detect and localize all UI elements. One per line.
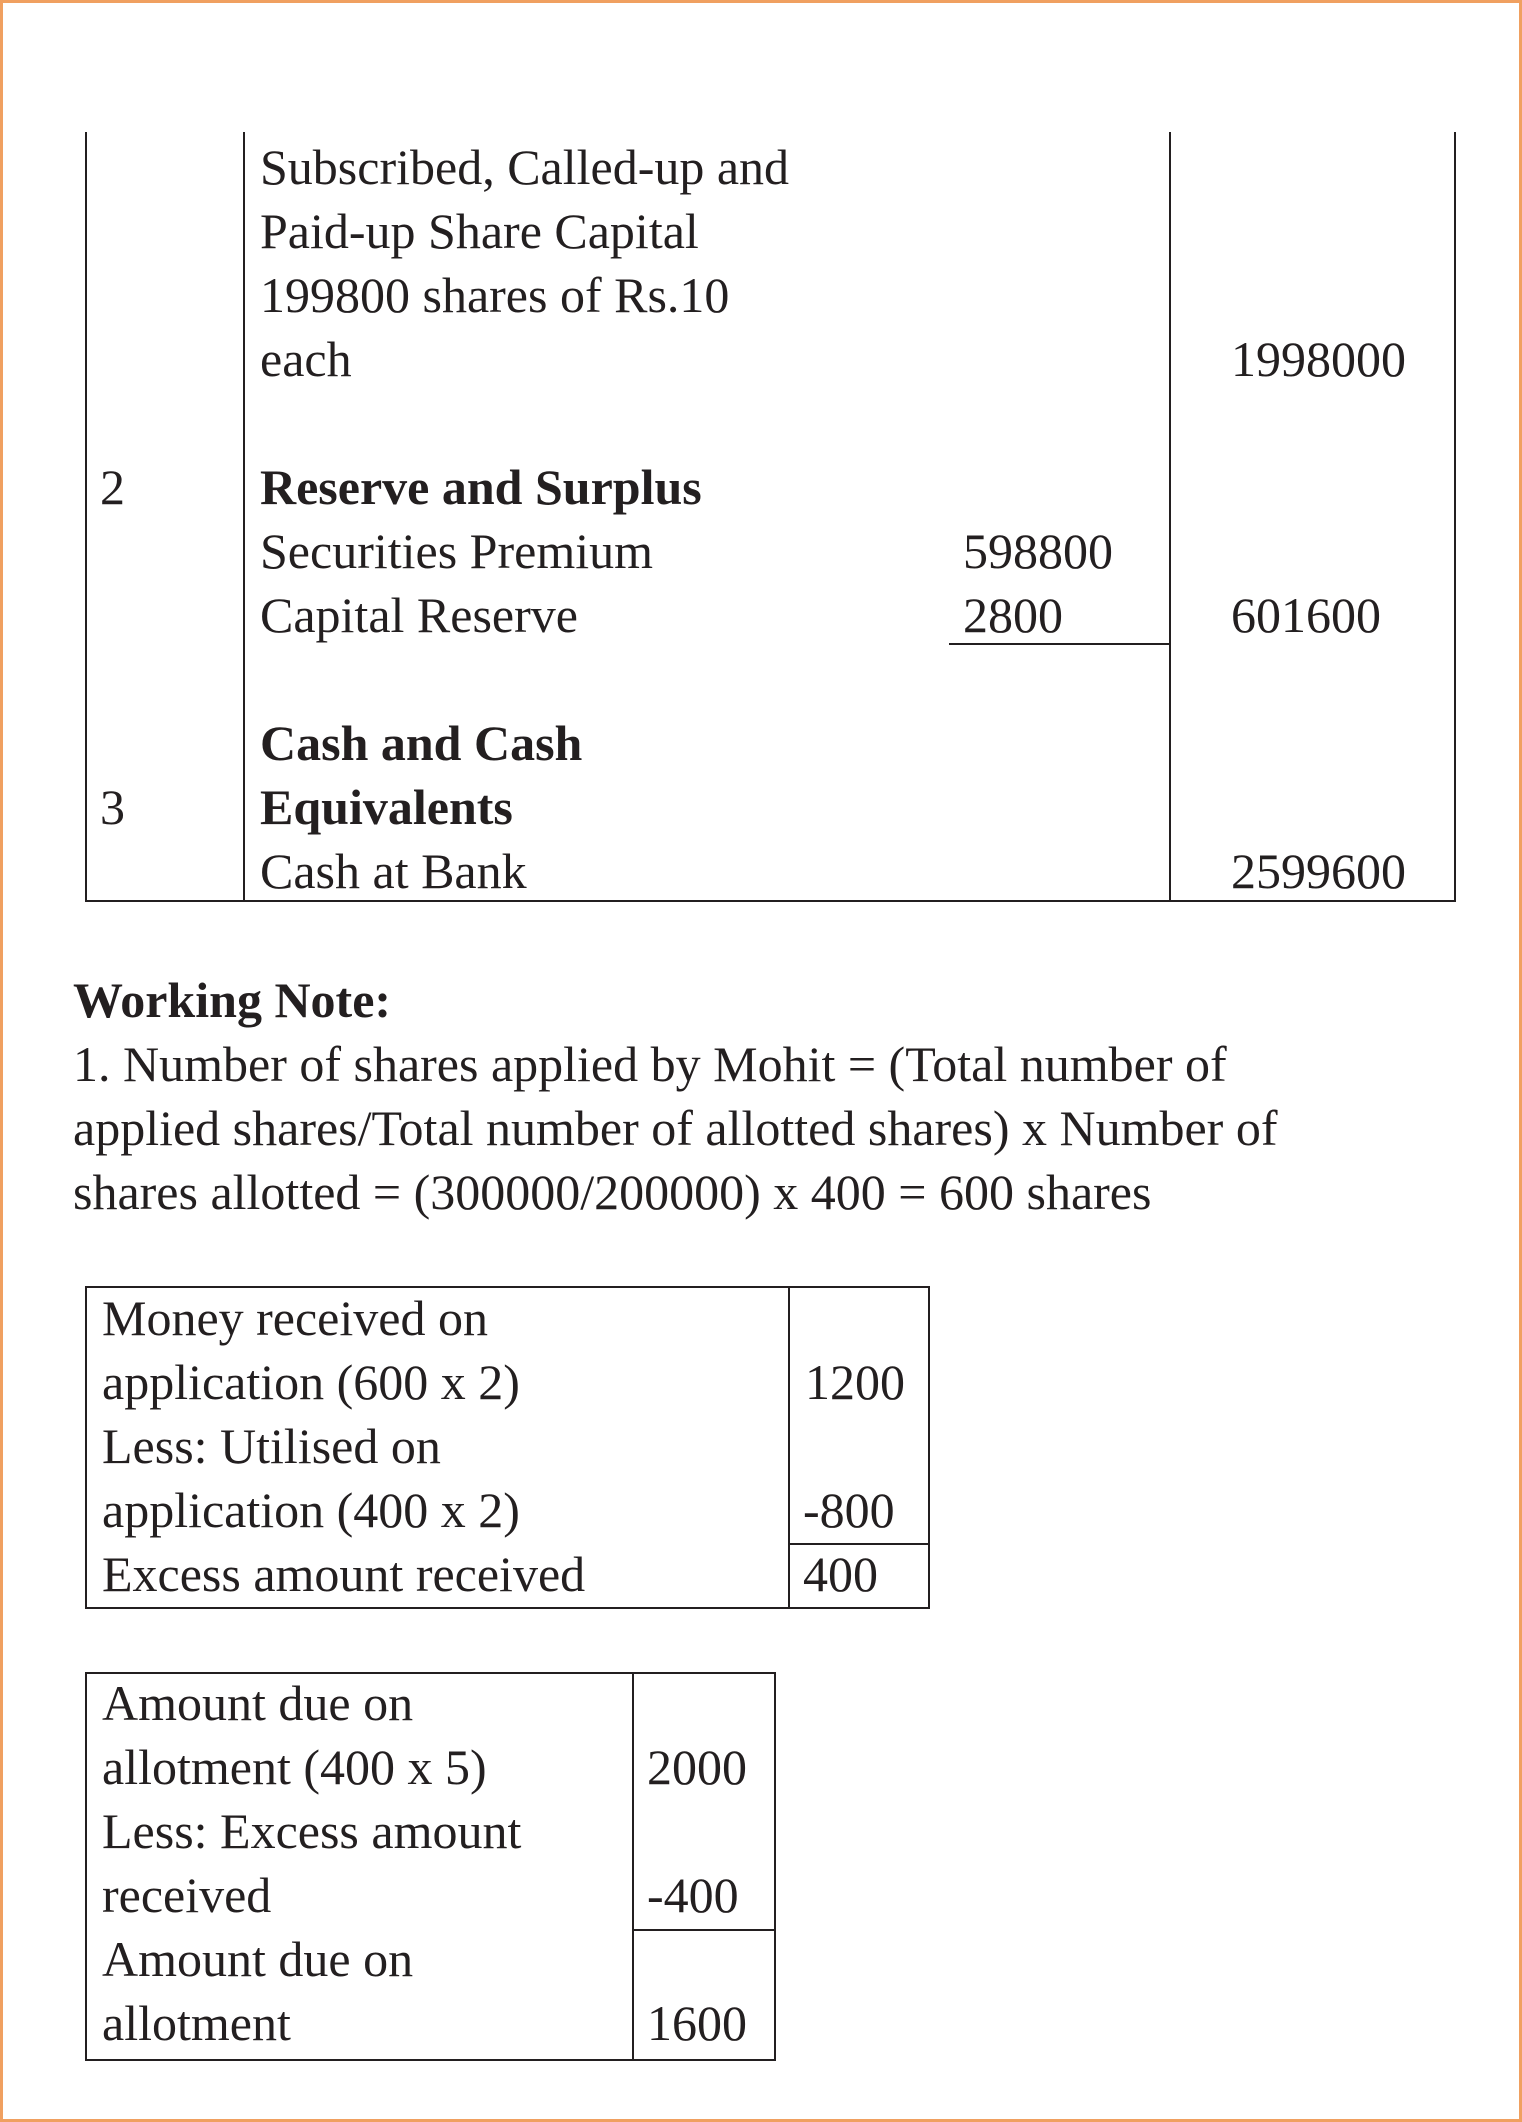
cash-at-bank-label: Cash at Bank: [260, 843, 527, 899]
securities-premium-amount: 598800: [963, 523, 1113, 579]
application-money-table: [85, 1286, 930, 1609]
note-number: 2: [100, 459, 125, 515]
note-number: 3: [100, 779, 125, 835]
table-row-label: Amount due on: [102, 1931, 414, 1987]
allotment-money-table: [85, 1672, 776, 2061]
share-capital-line: each: [260, 331, 352, 387]
table-row-label: Amount due on: [102, 1675, 414, 1731]
table-row-label: allotment: [102, 1995, 291, 2051]
table-column-divider: [788, 1288, 790, 1607]
share-capital-line: Paid-up Share Capital: [260, 203, 699, 259]
table-row-label: Excess amount received: [102, 1546, 586, 1602]
reserve-surplus-heading: Reserve and Surplus: [260, 459, 702, 515]
working-note-line: shares allotted = (300000/200000) x 400 = 600 shares: [73, 1164, 1152, 1220]
working-note-title: Working Note:: [73, 972, 392, 1028]
balance-sheet-notes-table: [85, 132, 1456, 902]
securities-premium-label: Securities Premium: [260, 523, 653, 579]
table-row-label: application (600 x 2): [102, 1354, 520, 1410]
table-row-amount: 1600: [647, 1995, 747, 2051]
share-capital-total: 1998000: [1231, 331, 1406, 387]
capital-reserve-amount: 2800: [963, 587, 1063, 643]
table-row-amount: 400: [803, 1546, 878, 1602]
table-right-border: [1454, 132, 1456, 902]
cash-at-bank-total: 2599600: [1231, 843, 1406, 899]
share-capital-line: Subscribed, Called-up and: [260, 139, 790, 195]
share-capital-line: 199800 shares of Rs.10: [260, 267, 730, 323]
subtotal-underline: [632, 1929, 774, 1931]
cash-equivalents-heading: Equivalents: [260, 779, 513, 835]
working-note-line: applied shares/Total number of allotted shares) x Number of: [73, 1100, 1278, 1156]
table-row-label: Money received on: [102, 1290, 488, 1346]
table-row-label: application (400 x 2): [102, 1482, 520, 1538]
table-row-amount: 1200: [805, 1354, 905, 1410]
table-row-amount: -400: [647, 1867, 739, 1923]
table-row-amount: 2000: [647, 1739, 747, 1795]
table-row-amount: -800: [803, 1482, 895, 1538]
working-note-line: 1. Number of shares applied by Mohit = (Total number of: [73, 1036, 1227, 1092]
table-column-divider: [632, 1674, 634, 2059]
capital-reserve-label: Capital Reserve: [260, 587, 578, 643]
reserve-surplus-total: 601600: [1231, 587, 1381, 643]
cash-equivalents-heading: Cash and Cash: [260, 715, 583, 771]
table-column-divider: [1169, 132, 1171, 902]
table-row-label: received: [102, 1867, 272, 1923]
table-row-label: Less: Excess amount: [102, 1803, 522, 1859]
table-row-label: allotment (400 x 5): [102, 1739, 487, 1795]
table-column-divider: [243, 132, 245, 902]
table-row-label: Less: Utilised on: [102, 1418, 441, 1474]
table-left-border: [85, 132, 87, 902]
